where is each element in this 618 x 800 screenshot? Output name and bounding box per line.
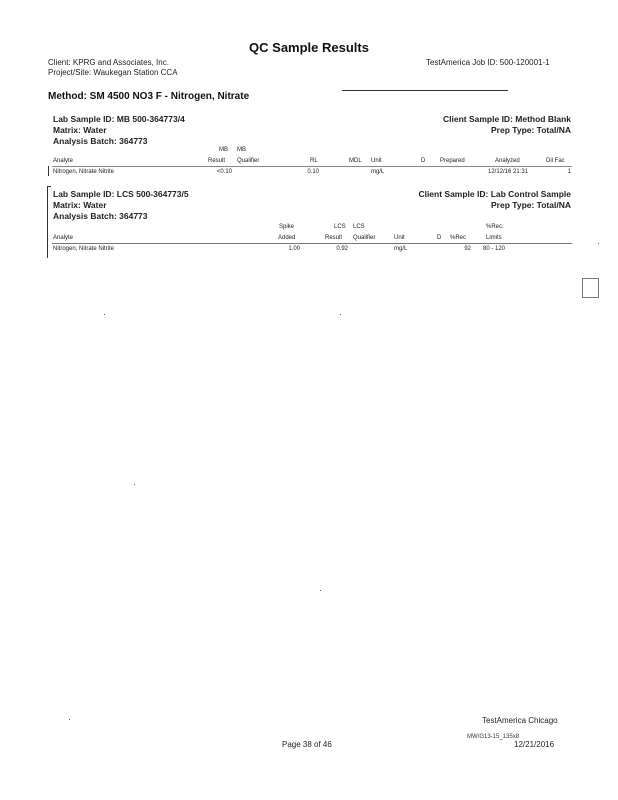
lcs-row-limits: 80 - 120 [483,246,506,252]
blank-analysis-batch: Analysis Batch: 364773 [53,136,148,146]
footer-doc-code: MW/G13-15_135x8 [467,734,520,740]
lcs-analysis-batch: Analysis Batch: 364773 [53,211,148,221]
blank-row-rl: 0.10 [307,169,319,175]
lcs-row-added: 1.00 [288,246,300,252]
lcs-row-unit: mg/L [394,246,408,252]
blank-row-analyte: Nitrogen, Nitrate Nitrite [53,169,115,175]
lcs-block-bracket [47,186,48,258]
method-rule [342,90,508,91]
blank-row-dil-fac: 1 [567,169,571,175]
blank-prep-type: Prep Type: Total/NA [491,125,571,135]
blank-col-unit: Unit [371,158,382,164]
lcs-col-spike: Spike [279,224,295,230]
lcs-col-lcs-2: LCS [353,224,365,230]
blank-col-result: Result [208,158,226,164]
blank-row-result: <0.10 [216,169,232,175]
blank-col-rl: RL [310,158,318,164]
lcs-col-result: Result [325,235,343,241]
blank-col-analyte: Analyte [53,158,74,164]
speck [320,590,321,591]
blank-matrix: Matrix: Water [53,125,107,135]
blank-col-qualifier: Qualifier [237,158,260,164]
lcs-client-sample-id: Client Sample ID: Lab Control Sample [418,189,571,199]
client-name: Client: KPRG and Associates, Inc. [48,58,169,67]
lcs-bracket-top [47,186,51,187]
lcs-col-qualifier: Qualifier [353,235,376,241]
blank-col-analyzed: Analyzed [495,158,520,164]
job-id: TestAmerica Job ID: 500-120001-1 [426,58,550,67]
lcs-col-rec: %Rec [450,235,467,241]
footer-date: 12/21/2016 [514,740,555,749]
blank-client-sample-id: Client Sample ID: Method Blank [443,114,571,124]
footer-lab-name: TestAmerica Chicago [482,716,558,725]
lcs-header-rule [52,243,572,244]
footer-page-number: Page 38 of 46 [282,740,332,749]
lcs-col-d: D [437,235,442,241]
lcs-row-result: 0.92 [336,246,348,252]
lcs-lab-sample-id: Lab Sample ID: LCS 500-364773/5 [53,189,189,199]
lcs-col-unit: Unit [394,235,405,241]
blank-col-d: D [421,158,426,164]
blank-col-mb-2: MB [237,147,246,153]
lcs-row-rec: 92 [464,246,471,252]
blank-lab-sample-id: Lab Sample ID: MB 500-364773/4 [53,114,185,124]
speck [598,243,599,244]
blank-header-rule [52,166,572,167]
blank-row-unit: mg/L [371,169,385,175]
lcs-col-lcs-1: LCS [334,224,346,230]
blank-row-analyzed: 12/12/16 21:31 [488,169,529,175]
lcs-col-added: Added [278,235,296,241]
lcs-col-prec: %Rec. [486,224,504,230]
lcs-matrix: Matrix: Water [53,200,107,210]
project-site: Project/Site: Waukegan Station CCA [48,68,178,77]
lcs-col-limits: Limits [486,235,502,241]
page-title: QC Sample Results [249,40,369,55]
speck [104,314,105,315]
speck [69,719,70,720]
speck [134,484,135,485]
speck [340,314,341,315]
blank-col-dil-fac: Dil Fac [546,158,565,164]
method-title: Method: SM 4500 NO3 F - Nitrogen, Nitrate [48,91,250,102]
lcs-row-analyte: Nitrogen, Nitrate Nitrite [53,246,115,252]
lcs-col-analyte: Analyte [53,235,74,241]
side-stamp-icon [582,278,599,298]
lcs-prep-type: Prep Type: Total/NA [491,200,571,210]
blank-col-prepared: Prepared [440,158,465,164]
blank-row-bracket [48,166,49,176]
blank-col-mdl: MDL [349,158,362,164]
blank-col-mb-1: MB [219,147,228,153]
